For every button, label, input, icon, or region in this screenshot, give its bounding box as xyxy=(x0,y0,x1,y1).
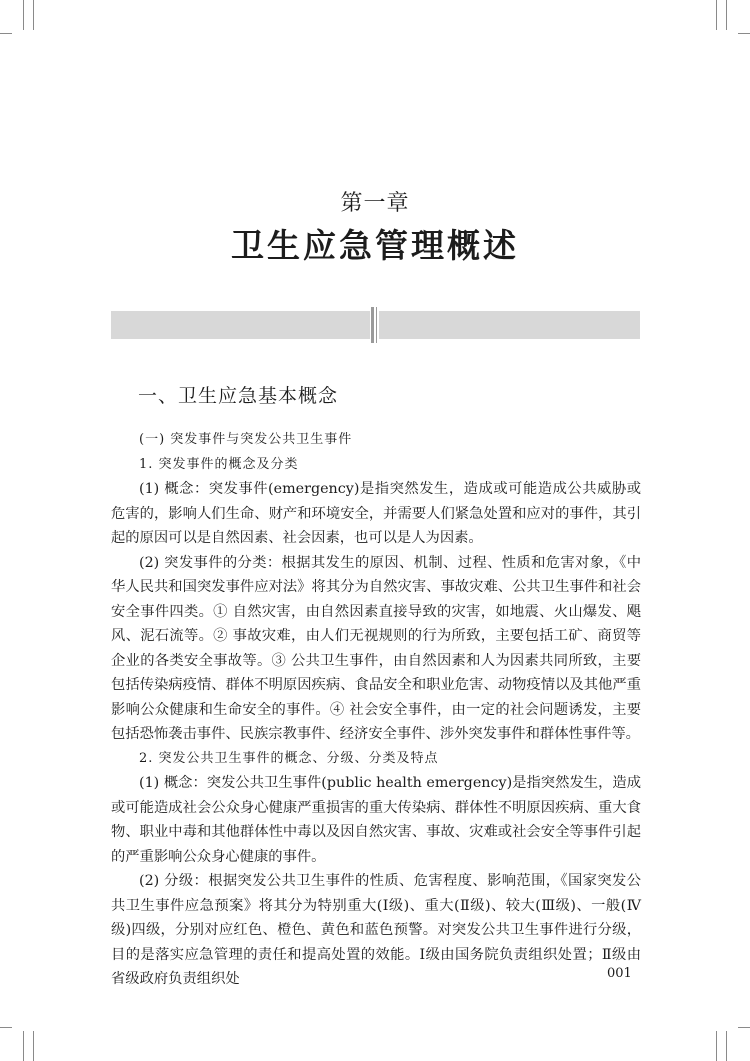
paragraph: (2) 分级：根据突发公共卫生事件的性质、危害程度、影响范围，《国家突发公共卫生事件应急预案》将其分为特别重大(Ⅰ级)、重大(Ⅱ级)、较大(Ⅲ级)、一般(Ⅳ级)四级，分别对应红色、橙色、黄色和蓝色预警。对突发公共卫生事件进行分级，目的是落实应急管理的责任和提高处置的效能。Ⅰ级由国务院负责组织处置；Ⅱ级由省级政府负责组织处 xyxy=(111,873,641,987)
subsection-heading: 2. 突发公共卫生事件的概念、分级、分类及特点 xyxy=(139,750,439,766)
crop-mark-bottom-left-v xyxy=(23,1031,24,1061)
paragraph: (1) 概念：突发事件(emergency)是指突然发生，造成或可能造成公共威胁或危害的，影响人们生命、财产和环境安全，并需要人们紧急处置和应对的事件，其引起的原因可以是自然因素、社会因素，也可以是人为因素。 xyxy=(111,481,641,546)
crop-mark-top-right-h xyxy=(738,33,750,34)
crop-mark-top-left-v2 xyxy=(33,0,34,30)
decorative-band-divider-thin xyxy=(376,307,377,343)
decorative-band-right xyxy=(379,311,640,339)
paragraph: (1) 概念：突发公共卫生事件(public health emergency)是指突然发生，造成或可能造成社会公众身心健康严重损害的重大传染病、群体性不明原因疾病、重大食物、职业中毒和其他群体性中毒以及因自然灾害、事故、灾难或社会安全等事件引起的严重影响公众身心健康的事件。 xyxy=(111,775,641,865)
crop-mark-bottom-left-v2 xyxy=(33,1031,34,1061)
crop-mark-bottom-right-v xyxy=(716,1031,717,1061)
crop-mark-top-left-h xyxy=(0,33,12,34)
chapter-title: 卫生应急管理概述 xyxy=(231,226,519,265)
crop-mark-bottom-right-v2 xyxy=(726,1031,727,1061)
crop-mark-bottom-right-h xyxy=(738,1027,750,1028)
paragraph: (2) 突发事件的分类：根据其发生的原因、机制、过程、性质和危害对象，《中华人民共和国突发事件应对法》将其分为自然灾害、事故灾难、公共卫生事件和社会安全事件四类。① 自然灾害，由自然因素直接导致的灾害，如地震、火山爆发、飓风、泥石流等。② 事故灾难，由人们无视规则的行为所致，主要包括工矿、商贸等企业的各类安全事故等。③ 公共卫生事件，由自然因素和人为因素共同所致，主要包括传染病疫情、群体不明原因疾病、食品安全和职业危害、动物疫情以及其他严重影响公众健康和生命安全的事件。④ 社会安全事件，由一定的社会问题诱发，主要包括恐怖袭击事件、民族宗教事件、经济安全事件、涉外突发事件和群体性事件等。 xyxy=(111,554,641,742)
crop-mark-bottom-left-h xyxy=(0,1027,12,1028)
body-text xyxy=(111,428,641,992)
decorative-band-left xyxy=(111,311,370,339)
decorative-band-divider xyxy=(371,307,374,343)
subsection-heading: (一) 突发事件与突发公共卫生事件 xyxy=(139,432,353,447)
page-number: 001 xyxy=(607,966,632,981)
crop-mark-top-left-v xyxy=(23,0,24,30)
crop-mark-top-right-v2 xyxy=(726,0,727,30)
chapter-number: 第一章 xyxy=(340,191,410,216)
subsection-heading: 1. 突发事件的概念及分类 xyxy=(139,456,299,472)
section-heading: 一、卫生应急基本概念 xyxy=(138,385,339,407)
crop-mark-top-right-v xyxy=(716,0,717,30)
